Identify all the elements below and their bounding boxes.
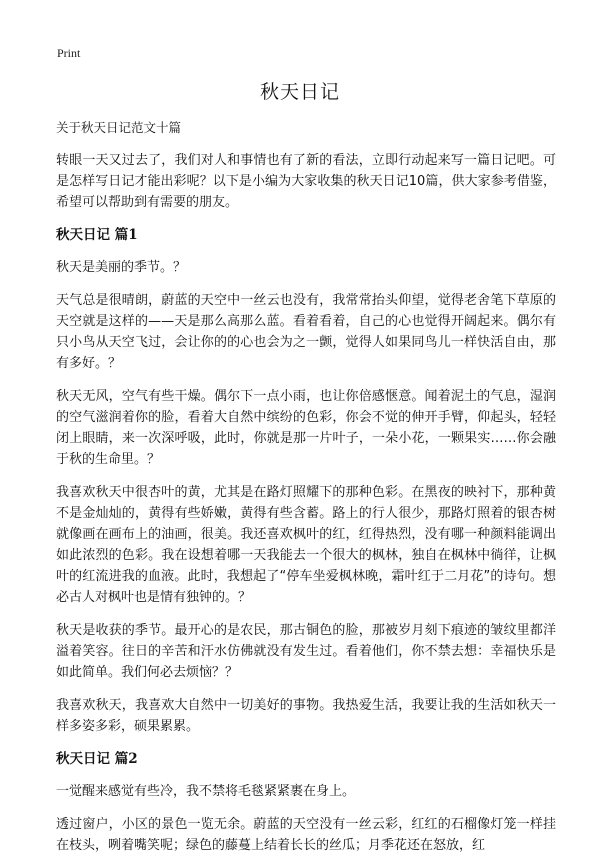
paragraph: 我喜欢秋天中很杏叶的黄，尤其是在路灯照耀下的那种色彩。在黑夜的映衬下，那种黄不是金灿灿的，黄得有些娇嫩，黄得有些含蓄。路上的行人很少，那路灯照着的银杏树就像画在画布上的油画，很美。我还喜欢枫叶的红，红得热烈，没有哪一种颜料能调出如此浓烈的色彩。我在设想着哪一天我能去一个很大的枫林，独自在枫林中徜徉，让枫叶的红流进我的血液。此时，我想起了“停车坐爱枫林晚，霜叶红于二月花”的诗句。想必古人对枫叶也是情有独钟的。？ — [56, 485, 556, 605]
article-subtitle: 关于秋天日记范文十篇 — [56, 120, 182, 135]
page-title: 秋天日记 — [259, 81, 340, 103]
paragraph: 秋天无风，空气有些干燥。偶尔下一点小雨，也让你倍感惬意。闻着泥土的气息，湿润的空气滋润着你的脸，看着大自然中缤纷的色彩，你会不觉的伸开手臂，仰起头，轻轻闭上眼睛，来一次深呼吸，此时，你就是那一片叶子，一朵小花，一颗果实……你会融于秋的生命里。？ — [56, 389, 556, 467]
section-heading-1: 秋天日记 篇1 — [56, 227, 138, 243]
paragraph: 天气总是很晴朗，蔚蓝的天空中一丝云也没有，我常常抬头仰望，觉得老舍笔下草原的天空就是这样的——天是那么高那么蓝。看着看着，自己的心也觉得开阔起来。偶尔有只小鸟从天空飞过，会让你的的心也会为之一颤，觉得人如果同鸟儿一样快活自由，那有多好。？ — [56, 293, 556, 371]
paragraph: 我喜欢秋天，我喜欢大自然中一切美好的事物。我热爱生活，我要让我的生活如秋天一样多姿多彩，硕果累累。 — [56, 698, 556, 734]
article-body — [56, 119, 556, 868]
paragraph: 透过窗户，小区的景色一览无余。蔚蓝的天空没有一丝云彩，红红的石榴像灯笼一样挂在枝头，咧着嘴笑呢；绿色的藤蔓上结着长长的丝瓜；月季花还在怒放，红 — [56, 817, 556, 853]
print-link[interactable]: Print — [57, 46, 81, 60]
intro-paragraph: 转眼一天又过去了，我们对人和事情也有了新的看法，立即行动起来写一篇日记吧。可是怎样写日记才能出彩呢？以下是小编为大家收集的秋天日记10篇，供大家参考借鉴，希望可以帮助到有需要的朋友。 — [56, 153, 556, 210]
paragraph: 秋天是美丽的季节。？ — [56, 260, 187, 275]
paragraph: 秋天是收获的季节。最开心的是农民，那古铜色的脸，那被岁月刻下痕迹的皱纹里都洋溢着笑容。往日的辛苦和汗水仿佛就没有发生过。看着他们，你不禁去想：幸福快乐是如此简单。我们何必去烦恼？？ — [56, 623, 556, 680]
section-heading-2: 秋天日记 篇2 — [56, 751, 138, 767]
paragraph: 一觉醒来感觉有些冷，我不禁将毛毯紧紧裹在身上。 — [56, 784, 356, 799]
